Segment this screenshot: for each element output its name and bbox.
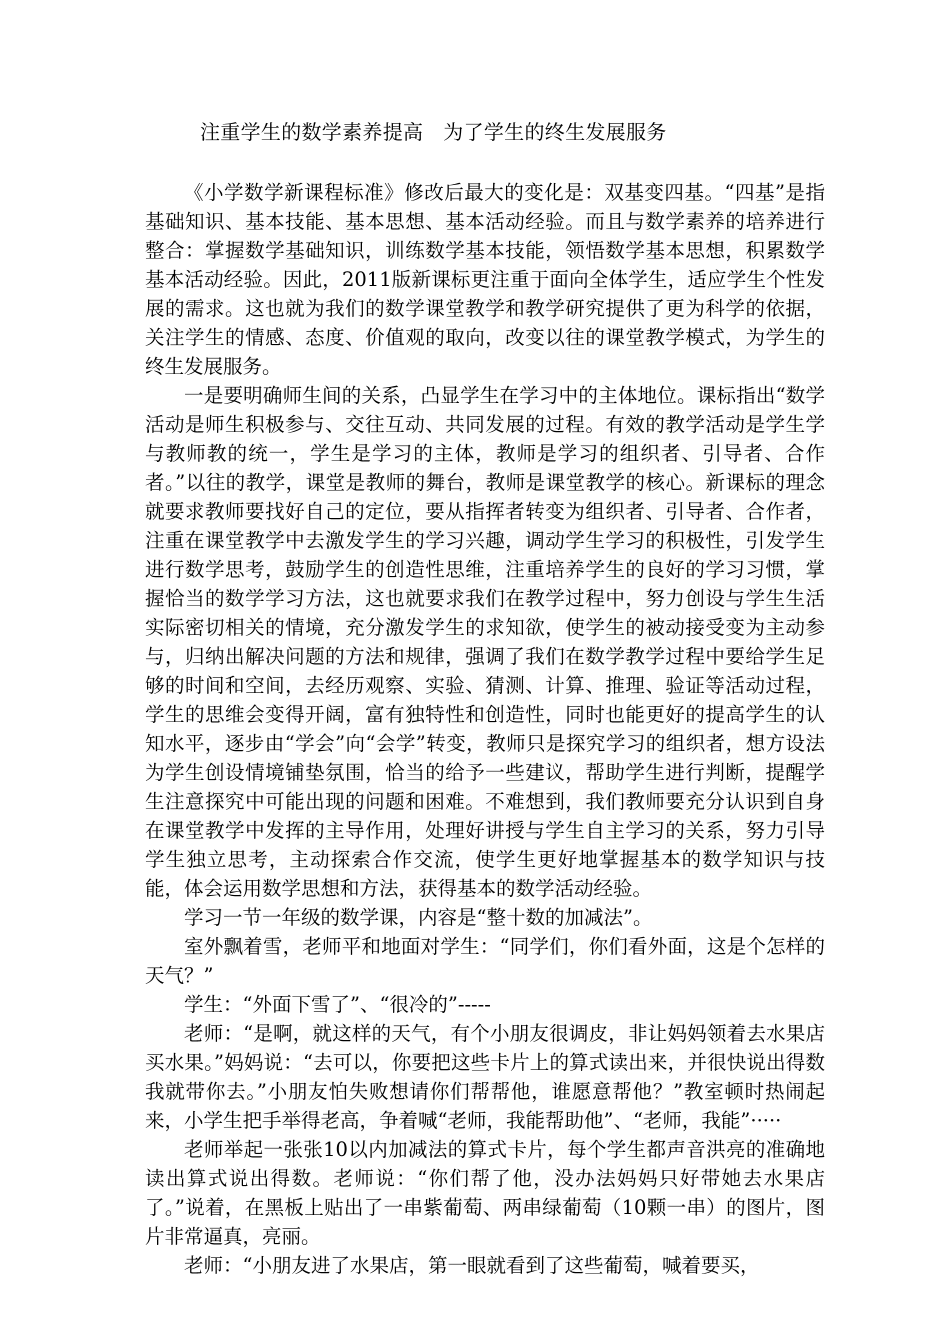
document-page (145, 118, 825, 1280)
paragraph-cards: 老师举起一张张10以内加减法的算式卡片，每个学生都声音洪亮的准确地读出算式说出得数。老师说：“你们帮了他，没办法妈妈只好带她去水果店了。”说着，在黑板上贴出了一串紫葡萄、两串绿葡萄（10颗一串）的图片，图片非常逼真，亮丽。 (145, 1138, 825, 1248)
paragraph-teacher-story: 老师：“是啊，就这样的天气，有个小朋友很调皮，非让妈妈领着去水果店买水果。”妈妈说：“去可以，你要把这些卡片上的算式读出来，并很快说出得数我就带你去。”小朋友怕失败想请你们帮帮他，谁愿意帮他？”教室顿时热闹起来，小学生把手举得老高，争着喊“老师，我能帮助他”、“老师，我能”····· (145, 1022, 825, 1132)
paragraph-fruit-store: 老师：“小朋友进了水果店，第一眼就看到了这些葡萄，喊着要买， (184, 1254, 760, 1277)
paragraph-student-answer: 学生：“外面下雪了”、“很冷的”----- (184, 993, 491, 1016)
paragraph-intro: 《小学数学新课程标准》修改后最大的变化是：双基变四基。“四基”是指基础知识、基本技能、基本思想、基本活动经验。而且与数学素养的培养进行整合：掌握数学基础知识，训练数学基本技能，领悟数学基本思想，积累数学基本活动经验。因此，2011版新课标更注重于面向全体学生，适应学生个性发展的需求。这也就为我们的数学课堂教学和教学研究提供了更为科学的依据，关注学生的情感、态度、价值观的取向，改变以往的课堂教学模式，为学生的终生发展服务。 (145, 181, 825, 378)
document-title: 注重学生的数学素养提高 为了学生的终生发展服务 (200, 120, 667, 144)
paragraph-point-one: 一是要明确师生间的关系，凸显学生在学习中的主体地位。课标指出“数学活动是师生积极参与、交往互动、共同发展的过程。有效的教学活动是学生学与教师教的统一，学生是学习的主体，教师是学习的组织者、引导者、合作者。”以往的教学，课堂是教师的舞台，教师是课堂教学的核心。新课标的理念就要求教师要找好自己的定位，要从指挥者转变为组织者、引导者、合作者，注重在课堂教学中去激发学生的学习兴趣，调动学生学习的积极性，引发学生进行数学思考，鼓励学生的创造性思维，注重培养学生的良好的学习习惯，掌握恰当的数学学习方法，这也就要求我们在教学过程中，努力创设与学生生活实际密切相关的情境，充分激发学生的求知欲，使学生的被动接受变为主动参与，归纳出解决问题的方法和规律，强调了我们在数学教学过程中要给学生足够的时间和空间，去经历观察、实验、猜测、计算、推理、验证等活动过程，学生的思维会变得开阔，富有独特性和创造性，同时也能更好的提高学生的认知水平，逐步由“学会”向“会学”转变，教师只是探究学习的组织者，想方设法为学生创设情境铺垫氛围，恰当的给予一些建议，帮助学生进行判断，提醒学生注意探究中可能出现的问题和困难。不难想到，我们教师要充分认识到自身在课堂教学中发挥的主导作用，处理好讲授与学生自主学习的关系，努力引导学生独立思考，主动探索合作交流，使学生更好地掌握基本的数学知识与技能，体会运用数学思想和方法，获得基本的数学活动经验。 (145, 384, 825, 900)
paragraph-lesson-intro: 学习一节一年级的数学课，内容是“整十数的加减法”。 (184, 906, 653, 929)
paragraph-teacher-question: 室外飘着雪，老师平和地面对学生：“同学们，你们看外面，这是个怎样的天气？” (145, 935, 825, 987)
